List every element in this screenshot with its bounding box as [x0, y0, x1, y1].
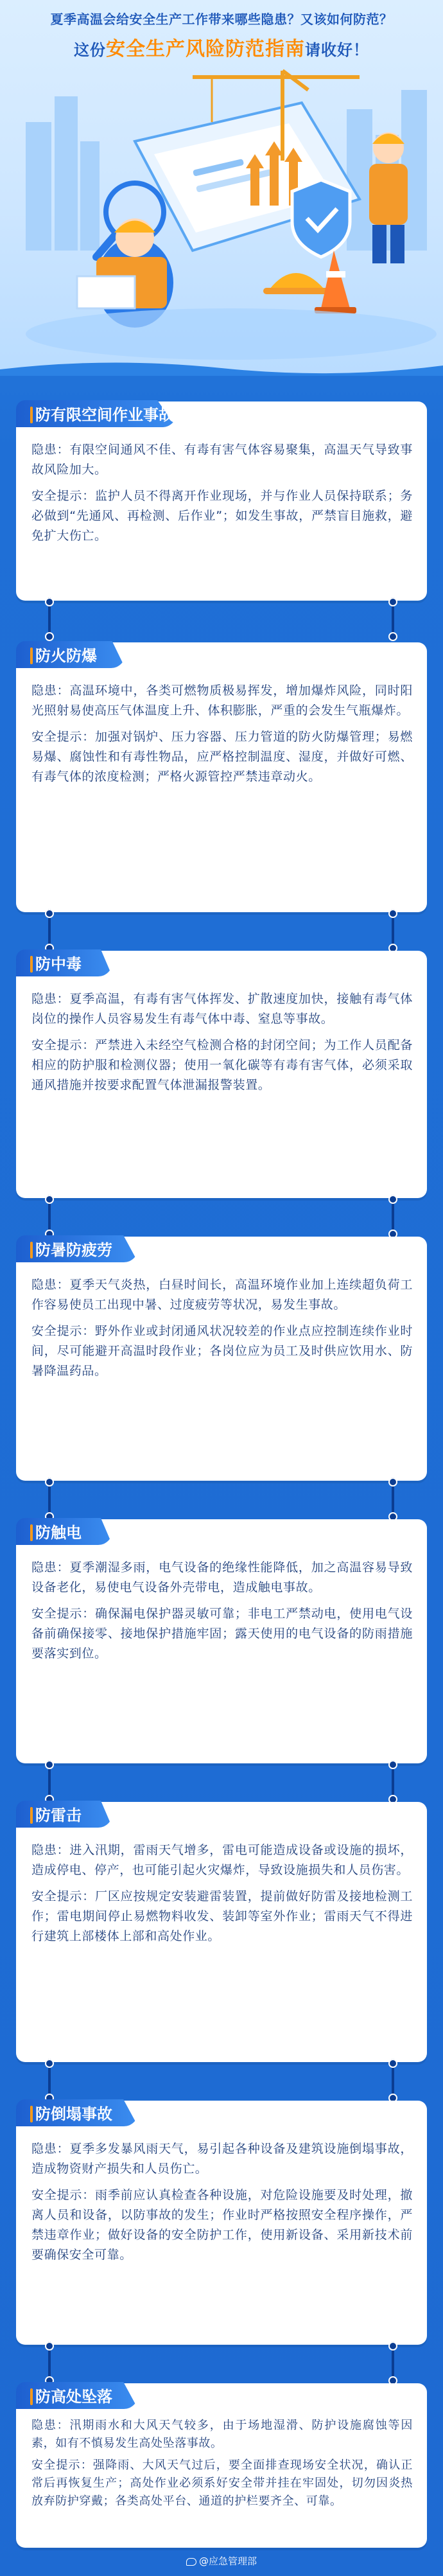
section-title: 防火防爆	[35, 642, 97, 669]
safety-tip-text: 安全提示：厂区应按规定安装避雷装置，提前做好防雷及接地检测工作；雷电期间停止易燃物料收发、装卸等室外作业；雷雨天气不得进行建筑上部楼体上部和高处作业。	[31, 1889, 413, 1943]
section-title: 防倒塌事故	[35, 2101, 112, 2128]
hero-headline	[0, 33, 443, 61]
safety-tip-text: 安全提示：监护人员不得离开作业现场，并与作业人员保持联系；务必做到“先通风、再检测、后作业”；如发生事故，严禁盲目施救，避免扩大伤亡。	[31, 489, 413, 543]
shield-icon	[292, 180, 350, 257]
connector-left	[45, 597, 54, 641]
section-body	[31, 1275, 413, 1388]
connector-left	[45, 1760, 54, 1804]
section-title: 防触电	[35, 1519, 82, 1546]
hero-title	[0, 9, 443, 61]
section-body	[31, 1840, 413, 1953]
section-card-electric-shock	[16, 1519, 427, 1763]
helmet-icon	[263, 273, 331, 294]
safety-tip-text: 安全提示：强降雨、大风天气过后，要全面排查现场安全状况，确认正常后再恢复生产；高处作业必须系好安全带并挂在牢固处，切勿因炎热放弃防护穿戴；各类高处平台、通道的护栏要齐全、可靠。	[31, 2458, 413, 2508]
hazard-text: 隐患：进入汛期，雷雨天气增多，雷电可能造成设备或设施的损坏，造成停电、停产，也可能引起火灾爆炸，导致设施损失和人员伤害。	[31, 1843, 413, 1877]
section-body	[31, 2139, 413, 2272]
section-title: 防有限空间作业事故	[35, 401, 174, 428]
hazard-text: 隐患：有限空间通风不佳、有毒有害气体容易聚集，高温天气导致事故风险加大。	[31, 443, 413, 477]
hazard-text: 隐患：夏季高温，有毒有害气体挥发、扩散速度加快，接触有毒气体岗位的操作人员容易发生有毒气体中毒、窒息等事故。	[31, 992, 413, 1026]
safety-tip-text: 安全提示：严禁进入未经空气检测合格的封闭空间；为工作人员配备相应的防护服和检测仪器；使用一氧化碳等有毒有害气体，必须采取通风措施并按要求配置气体泄漏报警装置。	[31, 1038, 413, 1092]
connector-left	[45, 909, 54, 953]
connector-right	[388, 1478, 397, 1521]
hazard-text: 隐患：汛期雨水和大风天气较多，由于场地湿滑、防护设施腐蚀等因素，如有不慎易发生高处坠落事故。	[31, 2419, 413, 2450]
connector-right	[388, 1760, 397, 1804]
source-watermark	[0, 2554, 443, 2568]
connector-right	[388, 909, 397, 953]
section-card-fall-from-height	[16, 2383, 427, 2548]
connector-left	[45, 2342, 54, 2385]
connector-left	[45, 1195, 54, 1239]
hero-question: 夏季高温会给安全生产工作带来哪些隐患？又该如何防范？	[50, 12, 393, 27]
section-title: 防中毒	[35, 951, 82, 978]
section-card-fire-explosion	[16, 642, 427, 912]
hero-headline-pre: 这份	[74, 41, 106, 59]
hero-headline-highlight: 安全生产风险防范指南	[106, 38, 305, 60]
section-card-confined-space	[16, 401, 427, 601]
connector-left	[45, 1478, 54, 1521]
safety-tip-text: 安全提示：加强对锅炉、压力容器、压力管道的防火防爆管理；易燃易爆、腐蚀性和有毒性物品，应严格控制温度、湿度，并做好可燃、有毒气体的浓度检测；严格火源管控严禁违章动火。	[31, 730, 413, 784]
construction-illustration	[0, 64, 443, 366]
safety-tip-text: 安全提示：雨季前应认真检查各种设施，对危险设施要及时处理，撤离人员和设备，以防事故的发生；作业时严格按照安全程序操作，严禁违章作业；做好设备的安全防护工作，使用新设备、采用新技术前要确保安全可靠。	[31, 2188, 413, 2262]
hazard-text: 隐患：高温环境中，各类可燃物质极易挥发，增加爆炸风险，同时阳光照射易使高压气体温度上升、体积膨胀，严重的会发生气瓶爆炸。	[31, 684, 413, 718]
section-body	[31, 681, 413, 793]
traffic-cone-icon	[315, 251, 356, 313]
section-card-lightning	[16, 1802, 427, 2062]
section-body	[31, 2417, 413, 2517]
safety-tip-text: 安全提示：野外作业或封闭通风状况较差的作业点应控制连续作业时间，尽可能避开高温时段作业；各岗位应为员工及时供应饮用水、防暑降温药品。	[31, 1324, 413, 1378]
section-body	[31, 1558, 413, 1670]
section-title: 防雷击	[35, 1802, 82, 1829]
hazard-text: 隐患：夏季潮湿多雨，电气设备的绝缘性能降低，加之高温容易导致设备老化，易使电气设备外壳带电，造成触电事故。	[31, 1560, 413, 1594]
connector-left	[45, 2059, 54, 2103]
hero-wave-divider	[0, 357, 443, 376]
weibo-icon	[186, 2558, 196, 2566]
connector-right	[388, 597, 397, 641]
hazard-text: 隐患：夏季天气炎热，白昼时间长，高温环境作业加上连续超负荷工作容易使员工出现中暑、过度疲劳等状况，易发生事故。	[31, 1278, 413, 1312]
section-card-poisoning	[16, 951, 427, 1198]
hero-banner	[0, 0, 443, 376]
connector-right	[388, 1195, 397, 1239]
safety-tip-text: 安全提示：确保漏电保护器灵敏可靠；非电工严禁动电，使用电气设备前确保接零、接地保护措施牢固；露天使用的电气设备的防雨措施要落实到位。	[31, 1607, 413, 1661]
section-body	[31, 989, 413, 1102]
section-title: 防高处坠落	[35, 2383, 112, 2410]
connector-right	[388, 2342, 397, 2385]
section-title: 防暑防疲劳	[35, 1237, 112, 1264]
watermark-text: @应急管理部	[198, 2555, 257, 2567]
section-body	[31, 440, 413, 552]
hero-headline-post: 请收好！	[305, 41, 369, 59]
section-card-collapse	[16, 2101, 427, 2345]
section-card-heatstroke-fatigue	[16, 1237, 427, 1481]
hazard-text: 隐患：夏季多发暴风雨天气，易引起各种设备及建筑设施倒塌事故，造成物资财产损失和人员伤亡。	[31, 2142, 413, 2176]
connector-right	[388, 2059, 397, 2103]
